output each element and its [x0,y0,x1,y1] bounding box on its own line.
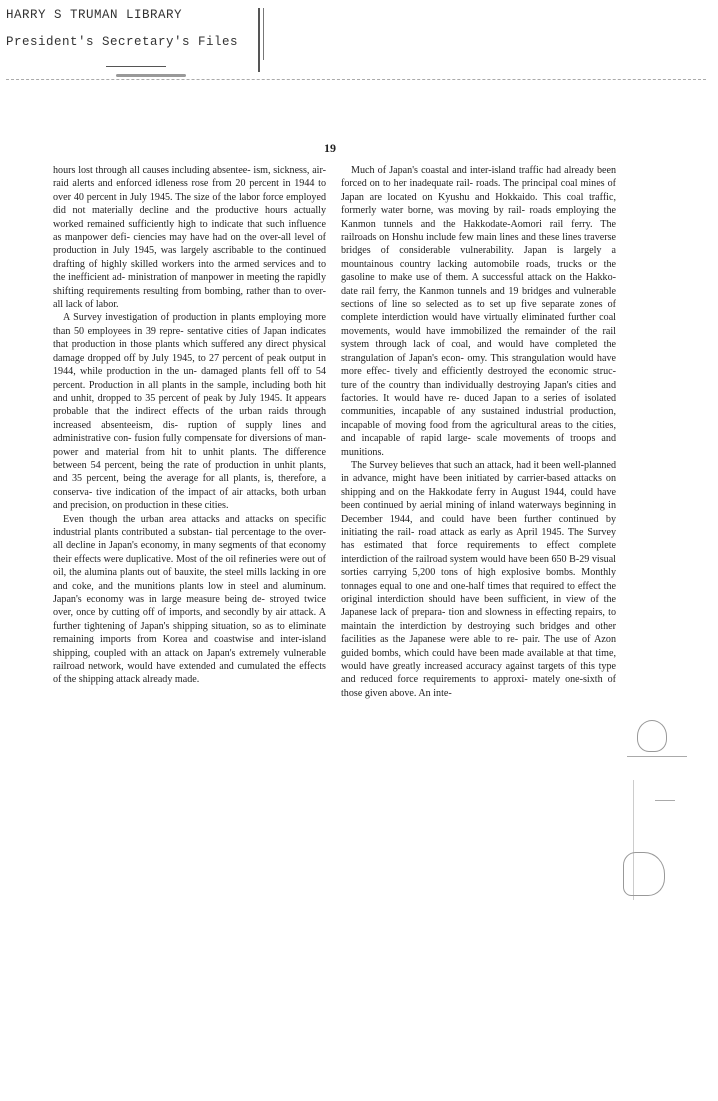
margin-scribble-mark [623,852,665,896]
margin-scribble-mark [655,800,675,801]
stamp-border-line-inner [263,8,264,60]
margin-scribble-mark [627,756,687,757]
paragraph: A Survey investigation of production in plants employing more than 50 employees in 39 repre- sentative cities of Japan indicates that production in those plants which suffered any direct physical damage dropped off by July 1945, to 27 percent of peak output in 1944, while production in the un- damaged plants fell off to 54 percent. Production in all plants in the sample, including both hit and unhit, dropped to 35 percent of peak by July 1945. It appears probable that the indirect effects of the urban raids through increased absenteeism, dis- ruption of supply lines and administrative con- fusion fully compensate for diversions of man- power and material from hit to unhit plants. The difference between 54 percent, being the rate of production in unhit plants, and 35 percent, being the average for all plants, is, therefore, a conserva- tive indication of the impact of air attacks, both urban and precision, on production in these cities. [53,312,326,512]
stamp-collection-name: President's Secretary's Files [6,35,239,49]
stamp-library-name: HARRY S TRUMAN LIBRARY [6,8,183,22]
paragraph: Even though the urban area attacks and attacks on specific industrial plants contributed a substan- tial percentage to the over-all decline in Japan's economy, in many segments of that economy their effects were duplicative. Most of the oil refineries were out of oil, the alumina plants out of bauxite, the steel mills lacking in ore and coke, and the munitions plants low in steel and aluminum. Japan's economy was in large measure being de- stroyed twice over, once by cutting off of imports, and secondly by air attack. A further tightening of Japan's shipping situation, so as to eliminate remaining imports from Korea and coastwise and inter-island shipping, coupled with an attack on Japan's extremely vulnerable railroad network, would have extended and cumulated the effects of the shipping attack already made. [53,513,326,686]
stamp-border-line [258,8,260,72]
stamp-scribble-mark [116,74,186,77]
page-number: 19 [324,141,336,155]
stamp-underline [106,66,166,67]
right-column [341,164,616,700]
left-column [53,164,326,687]
paragraph: hours lost through all causes including absentee- ism, sickness, air-raid alerts and enforced idleness rose from 20 percent in 1944 to over 40 percent in July 1945. The size of the labor force employed did not materially decline and the productive hours actually worked remained sufficiently high to indicate that such influence as manpower defi- ciencies may have had on the over-all level of production in July 1945, was largely ascribable to the continued drafting of highly skilled workers into the armed services and to the inefficient ad- ministration of manpower in meeting the rapidly shifting requirements resulting from bombing, rather than to over-all lack of labor. [53,165,326,311]
margin-scribble-mark [637,720,667,752]
margin-handwriting [615,720,715,920]
paragraph: The Survey believes that such an attack, had it been well-planned in advance, might have been initiated by carrier-based attacks on shipping and on the Hakkodate ferry in August 1944, could have been continued by aerial mining of inland waterways beginning in December 1944, and could have been further continued by initiating the rail- road attack as early as April 1945. The Survey has estimated that force requirements to effect complete interdiction of the railroad system would have been 650 B-29 visual sorties carrying 5,200 tons of high explosive bombs. Monthly tonnages equal to one and one-half times that required to effect the original interdiction should have been sufficient, in view of the Japanese lack of prepara- tion and slowness in effecting repairs, to maintain the interdiction by destroying such bridges and other facilities as the Japanese were able to re- pair. The use of Azon guided bombs, which could have been made available at that time, would have greatly increased accuracy against targets of this type and reduced force requirements to approxi- mately one-sixth of those given above. An inte- [341,459,616,699]
paragraph: Much of Japan's coastal and inter-island traffic had already been forced on to her inadequate rail- roads. The principal coal mines of Japan are located on Kyushu and Hokkaido. This coal traffic, formerly water borne, was moving by rail- roads employing the Kanmon tunnels and the Hakkodate-Aomori rail ferry. The railroads on Honshu include few main lines and these lines traverse bridges of considerable vulnerability. Japan is largely a mountainous country lacking automobile roads, trucks or the gasoline to make use of them. A successful attack on the Hakko- date rail ferry, the Kanmon tunnels and 19 bridges and vulnerable sections of line so selected as to set up five separate zones of complete interdiction would have virtually eliminated further coal movements, would have immobilized the remainder of the rail system through lack of coal, and would have completed the strangulation of Japan's econ- omy. This strangulation would have more effec- tively and efficiently destroyed the economic struc- ture of the country than individually destroying Japan's cities and factories. It would have re- duced Japan to a series of isolated communities, incapable of any sustained industrial production, incapable of moving food from the agricultural areas to the cities, and incapable of rapid large- scale movements of troops and munitions. [341,165,616,458]
stamp-divider [6,79,706,80]
